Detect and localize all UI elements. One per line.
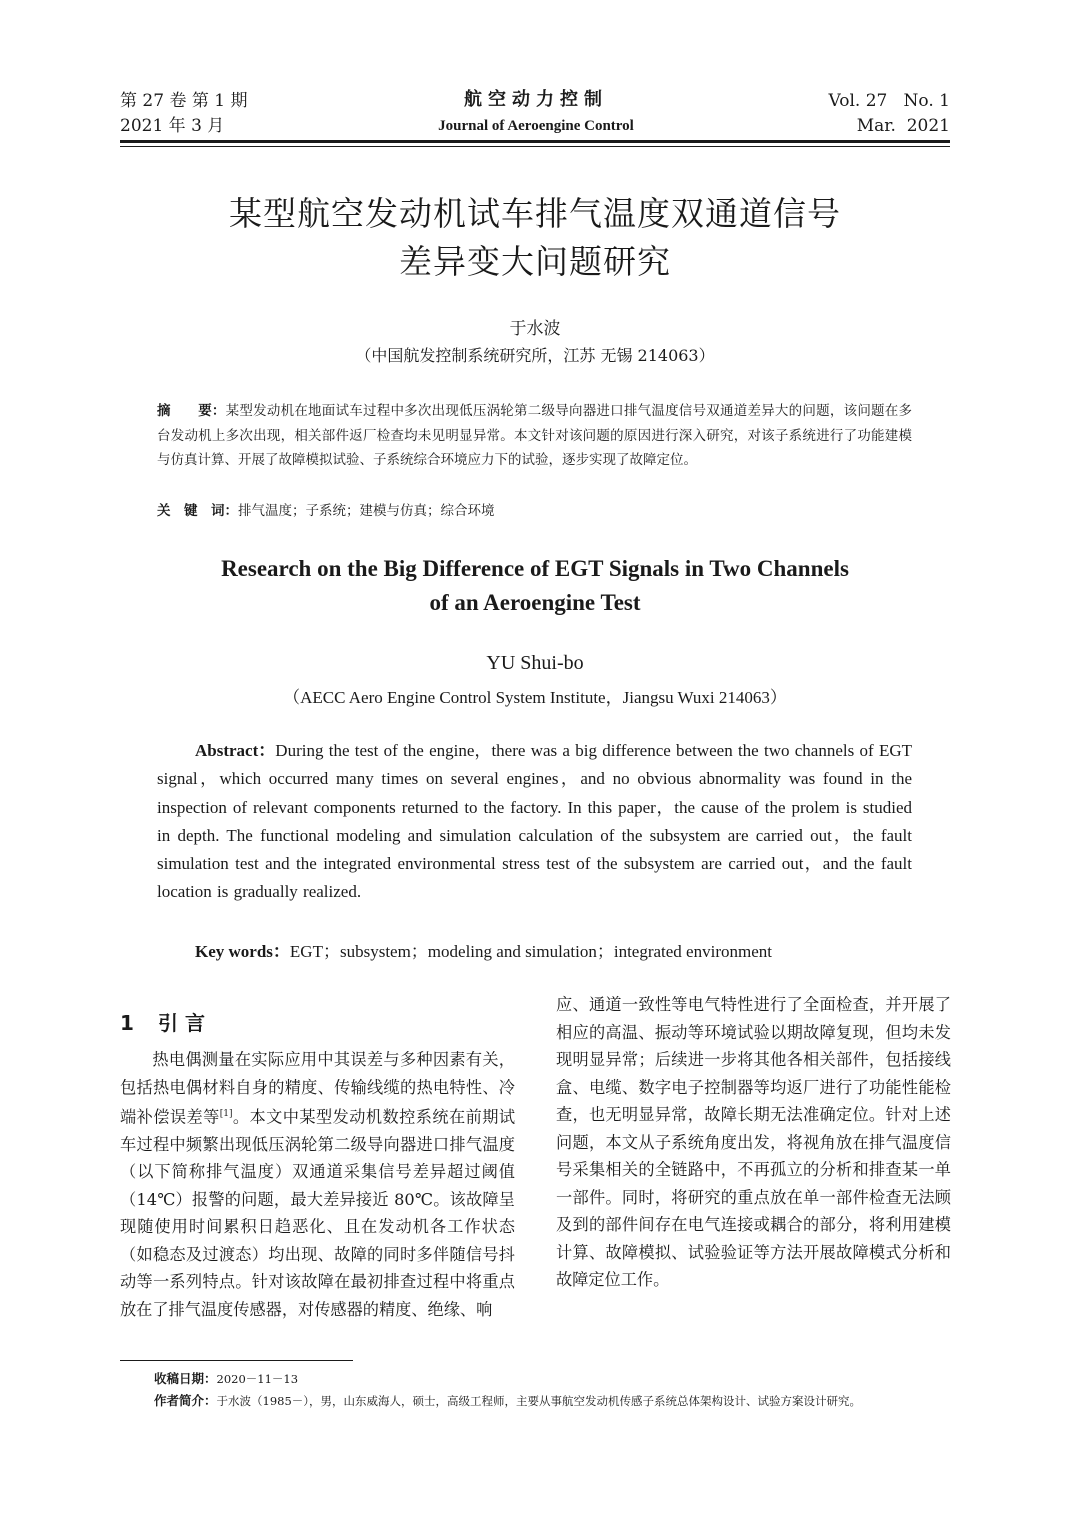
author-name-cn: 于水波 xyxy=(509,319,561,339)
abstract-cn-text: 某型发动机在地面试车过程中多次出现低压涡轮第二级导向器进口排气温度信号双通道差异大的问题，该问题在多台发动机上多次出现，相关部件返厂检查均未见明显异常。本文针对该问题的原因进行深入研究，对该子系统进行了功能建模与仿真计算、开展了故障模拟试验、子系统综合环境应力下的试验，逐步实现了故障定位。 xyxy=(157,403,913,468)
footnote-received xyxy=(154,1370,954,1388)
body-column-left xyxy=(120,1046,515,1323)
paper-title-cn-line2: 差异变大问题研究 xyxy=(399,242,671,281)
citation-ref: [1] xyxy=(219,1109,233,1119)
keywords-cn-label: 关 键 词： xyxy=(157,503,238,519)
body-left-part1: 热电偶测量在实际应用中其误差与多种因素有关，包括热电偶材料自身的精度、传输线缆的热电特性、冷端补偿误差等 xyxy=(120,1050,515,1127)
keywords-en xyxy=(195,937,915,962)
author-affiliation-cn: （中国航发控制系统研究所，江苏 无锡 214063） xyxy=(355,346,715,365)
received-date: 2020－11－13 xyxy=(216,1372,299,1386)
paper-title-cn xyxy=(120,190,950,286)
abstract-en-label: Abstract： xyxy=(195,741,276,760)
keywords-cn xyxy=(157,499,912,524)
keywords-en-text: EGT；subsystem；modeling and simulation；integrated environment xyxy=(289,942,772,961)
body-column-right xyxy=(556,991,951,1294)
abstract-en-text: During the test of the engine，there was a big difference between the two channels of EGT signal，which occurred many times on several engines，and no obvious abnormality was found in the inspection of relevant components returned to the factory. In this paper，the cause of the prolem is studied in depth. The functional modeling and simulation calculation of the subsystem are carried out，the fault simulation test and the integrated environmental stress test of the subsystem are carried out，and the fault location is gradually realized. xyxy=(157,741,912,902)
footnote-rule xyxy=(120,1360,353,1361)
paper-title-en-line1: Research on the Big Difference of EGT Signals in Two Channels xyxy=(221,556,849,581)
journal-name-cn: 航空动力控制 xyxy=(464,89,608,110)
author-bio-label: 作者简介： xyxy=(154,1393,217,1408)
keywords-cn-text: 排气温度；子系统；建模与仿真；综合环境 xyxy=(238,503,495,519)
footnote-author-bio xyxy=(154,1392,954,1410)
body-paragraph-right: 应、通道一致性等电气特性进行了全面检查，并开展了相应的高温、振动等环境试验以期故障复现，但均未发现明显异常；后续进一步将其他各相关部件，包括接线盒、电缆、数字电子控制器等均返厂进行了功能性能检查，也无明显异常，故障长期无法准确定位。针对上述问题，本文从子系统角度出发，将视角放在排气温度信号采集相关的全链路中，不再孤立的分析和排查某一单一部件。同时，将研究的重点放在单一部件检查无法顾及到的部件间存在电气连接或耦合的部分，将利用建模计算、故障模拟、试验验证等方法开展故障模式分析和故障定位工作。 xyxy=(556,995,951,1289)
abstract-en xyxy=(157,737,912,907)
author-bio-text: 于水波（1985－），男，山东威海人，硕士，高级工程师，主要从事航空发动机传感子系统总体架构设计、试验方案设计研究。 xyxy=(216,1394,862,1408)
abstract-cn-label: 摘 要： xyxy=(157,403,226,419)
header-rule-thick xyxy=(120,140,950,143)
keywords-en-label: Key words： xyxy=(195,942,290,961)
journal-vol-no: Vol. 27 No. 1 xyxy=(828,91,950,111)
body-left-part2: 。本文中某型发动机数控系统在前期试车过程中频繁出现低压涡轮第二级导向器进口排气温度（以下简称排气温度）双通道采集信号差异超过阈值（14℃）报警的问题，最大差异接近 80℃。该故障呈现随使用时间累积日趋恶化、且在发动机各工作状态（如稳态及过渡态）均出现、故障的同时多伴随信号抖动等一系列特点。针对该故障在最初排查过程中将重点放在了排气温度传感器，对传感器的精度、绝缘、响 xyxy=(120,1107,516,1319)
journal-volume-issue: 第 27 卷 第 1 期 xyxy=(120,91,248,111)
section-number: 1 xyxy=(120,1011,134,1035)
header-rule-thin xyxy=(120,146,950,147)
author-affiliation-en: （AECC Aero Engine Control System Institute，Jiangsu Wuxi 214063） xyxy=(283,688,787,707)
section-title: 引 言 xyxy=(158,1011,205,1035)
received-label: 收稿日期： xyxy=(154,1371,217,1386)
journal-date-cn: 2021 年 3 月 xyxy=(120,116,225,136)
section-heading-introduction xyxy=(120,1007,205,1036)
author-name-en: YU Shui-bo xyxy=(486,652,584,674)
paper-title-en-line2: of an Aeroengine Test xyxy=(429,590,641,615)
paper-title-cn-line1: 某型航空发动机试车排气温度双通道信号 xyxy=(229,194,841,233)
abstract-cn xyxy=(157,399,912,473)
journal-name-en: Journal of Aeroengine Control xyxy=(438,118,634,134)
body-paragraph-left xyxy=(120,1046,515,1323)
journal-date-en: Mar. 2021 xyxy=(856,116,950,136)
paper-title-en xyxy=(120,552,950,620)
